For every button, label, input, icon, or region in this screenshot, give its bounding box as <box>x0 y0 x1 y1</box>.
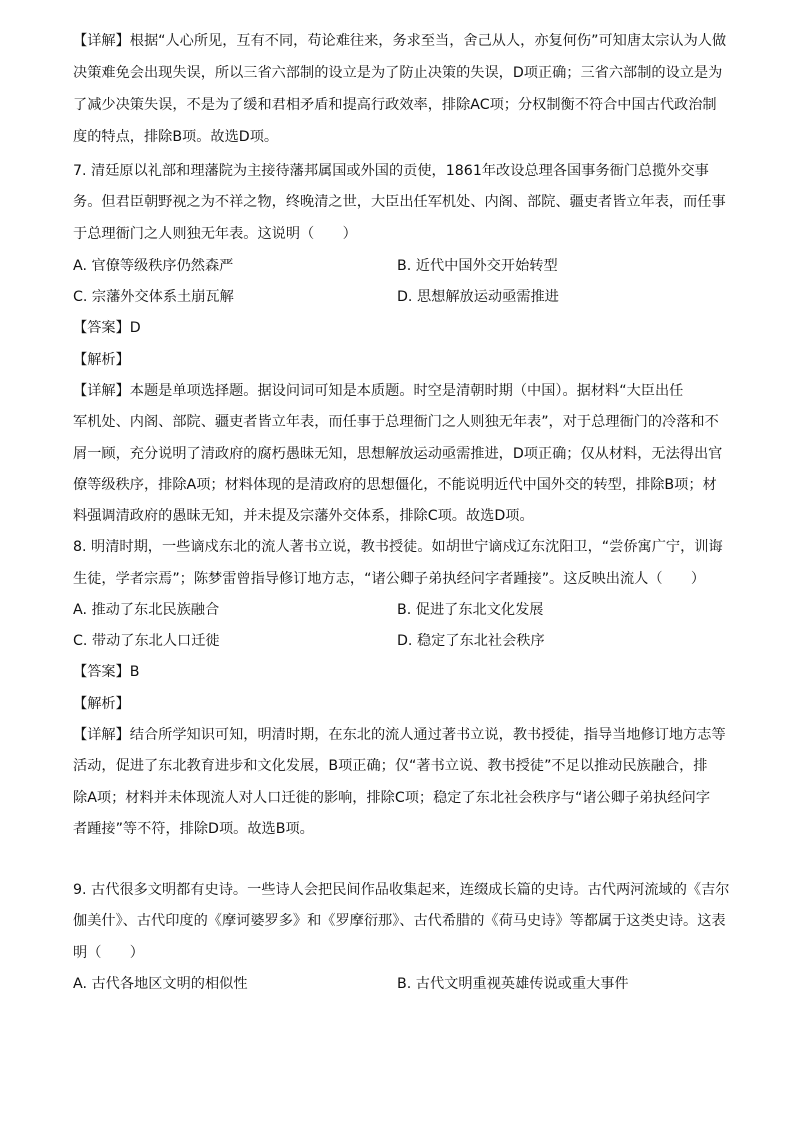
question-9-option-b: B. 古代文明重视英雄传说或重大事件 <box>397 976 629 992</box>
question-8-option-a: A. 推动了东北民族融合 <box>73 602 220 618</box>
question-7-option-b: B. 近代中国外交开始转型 <box>397 258 558 274</box>
question-7-stem: 7. 清廷原以礼部和理藩院为主接待藩邦属国或外国的贡使，1861年改设总理各国事务衙门总揽外交事 <box>73 163 709 179</box>
question-7-option-c: C. 宗藩外交体系土崩瓦解 <box>73 289 234 305</box>
question-7-option-a: A. 官僚等级秩序仍然森严 <box>73 258 234 274</box>
question-7-stem: 务。但君臣朝野视之为不祥之物，终晚清之世，大臣出任军机处、内阁、部院、疆吏者皆立年表，而任事 <box>73 194 726 210</box>
question-8-stem: 生徒，学者宗焉”；陈梦雷曾指导修订地方志，“诸公卿子弟执经问字者踵接”。这反映出流人（ ） <box>73 571 706 587</box>
text-line: 除A项；材料并未体现流人对人口迁徙的影响，排除C项；稳定了东北社会秩序与“诸公卿子弟执经问字 <box>73 790 711 806</box>
text-line: 军机处、内阁、部院、疆吏者皆立年表，而任事于总理衙门之人则独无年表”，对于总理衙门的冷落和不 <box>73 414 719 430</box>
answer-label: 【答案】B <box>73 664 140 680</box>
question-7-option-d: D. 思想解放运动亟需推进 <box>397 289 559 305</box>
text-line: 僚等级秩序，排除A项；材料体现的是清政府的思想僵化，不能说明近代中国外交的转型，排除B项；材 <box>73 477 717 493</box>
question-7-stem: 于总理衙门之人则独无年表。这说明（ ） <box>73 226 357 242</box>
text-line: 【详解】根据“人心所见，互有不同，苟论难往来，务求至当，舍己从人，亦复何伤”可知唐太宗认为人做 <box>73 33 727 49</box>
question-9-stem: 9. 古代很多文明都有史诗。一些诗人会把民间作品收集起来，连缀成长篇的史诗。古代两河流域的《吉尔 <box>73 882 730 898</box>
question-8-stem: 8. 明清时期，一些谪戍东北的流人著书立说，教书授徒。如胡世宁谪戍辽东沈阳卫，“尝侨寓广宁，训诲 <box>73 539 723 555</box>
question-8-option-b: B. 促进了东北文化发展 <box>397 602 544 618</box>
question-9-stem: 明（ ） <box>73 945 144 961</box>
text-line: 屑一顾，充分说明了清政府的腐朽愚昧无知，思想解放运动亟需推进，D项正确；仅从材料，无法得出官 <box>73 446 723 462</box>
text-line: 料强调清政府的愚昧无知，并未提及宗藩外交体系，排除C项。故选D项。 <box>73 508 534 524</box>
text-line: 了减少决策失误，不是为了缓和君相矛盾和提高行政效率，排除AC项；分权制衡不符合中国古代政治制 <box>73 97 717 113</box>
question-8-option-d: D. 稳定了东北社会秩序 <box>397 633 545 649</box>
text-line: 度的特点，排除B项。故选D项。 <box>73 129 279 145</box>
question-8-option-c: C. 带动了东北人口迁徙 <box>73 633 220 649</box>
question-9-stem: 伽美什》、古代印度的《摩诃婆罗多》和《罗摩衍那》、古代希腊的《荷马史诗》等都属于这类史诗。这表 <box>73 913 726 929</box>
text-line: 活动，促进了东北教育进步和文化发展，B项正确；仅“著书立说、教书授徒”不足以推动民族融合，排 <box>73 758 708 774</box>
analysis-label: 【解析】 <box>73 352 130 368</box>
analysis-label: 【解析】 <box>73 696 130 712</box>
question-9-option-a: A. 古代各地区文明的相似性 <box>73 976 248 992</box>
text-line: 者踵接”等不符，排除D项。故选B项。 <box>73 821 314 837</box>
text-line: 【详解】本题是单项选择题。据设问词可知是本质题。时空是清朝时期（中国）。据材料“大臣出任 <box>73 383 684 399</box>
text-line: 决策难免会出现失误，所以三省六部制的设立是为了防止决策的失误，D项正确；三省六部制的设立是为 <box>73 65 723 81</box>
answer-label: 【答案】D <box>73 320 141 336</box>
text-line: 【详解】结合所学知识可知，明清时期，在东北的流人通过著书立说，教书授徒，指导当地修订地方志等 <box>73 727 726 743</box>
